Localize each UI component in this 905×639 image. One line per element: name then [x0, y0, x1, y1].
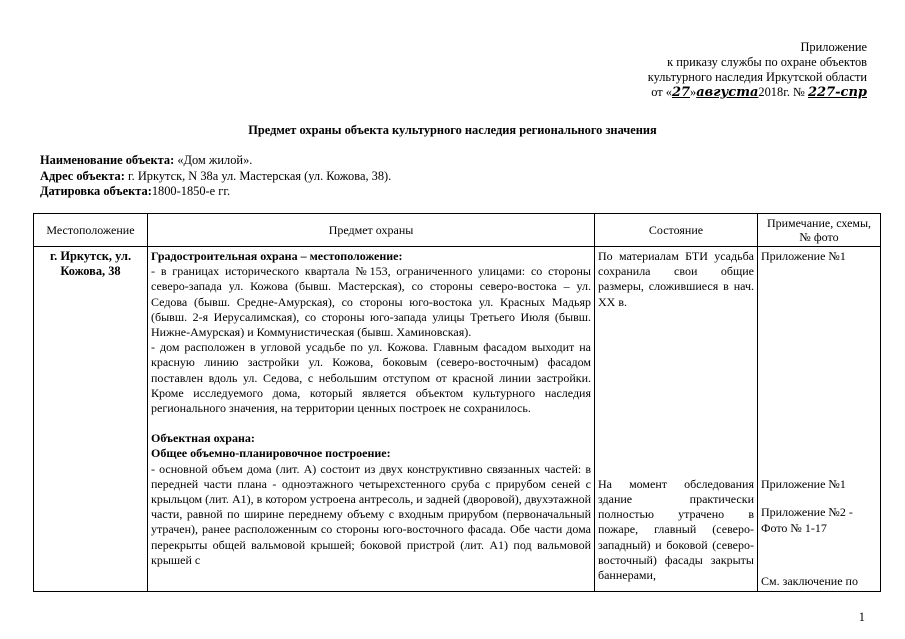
- object-dating-label: Датировка объекта:: [40, 184, 152, 198]
- protection-table: [33, 213, 881, 592]
- document-title: Предмет охраны объекта культурного наследия регионального значения: [248, 123, 657, 137]
- table-header-row: [34, 214, 881, 247]
- object-meta: [40, 153, 391, 200]
- object-address-label: Адрес объекта:: [40, 168, 125, 183]
- order-month: августа: [696, 85, 759, 100]
- state-cell: [595, 247, 758, 592]
- spacer: [761, 492, 877, 505]
- column-header-state: Состояние: [595, 214, 758, 247]
- location-cell: г. Иркутск, ул. Кожова, 38: [34, 247, 148, 592]
- urban-heading: Градостроительная охрана – местоположение:: [151, 249, 403, 263]
- order-number: 227-спр: [808, 85, 867, 100]
- appendix-line-3: культурного наследия Иркутской области: [647, 70, 867, 84]
- note-text-1: Приложение №1: [761, 249, 846, 263]
- urban-paragraph-1: - в границах исторического квартала №153, ограниченного улицами: со стороны северо-запада ул. Кожова (бывш. Мастерская), со стороны северо-востока – ул. Седова (бывш. Средне-Амурская), со стороны юго-востока ул. Красных Мадьяр (бывш. 2-я Иерусалимская), со стороны юго-запада улицы Третьего Июля (бывш. Нижне-Амурская) и Коммунистическая (бывш. Хаминовская).: [151, 264, 591, 340]
- object-name-label: Наименование объекта:: [40, 153, 175, 167]
- appendix-line-2: к приказу службы по охране объектов: [667, 55, 867, 69]
- table-row: [34, 247, 881, 592]
- note-text-2: Приложение №1: [761, 477, 846, 492]
- order-year: 2018г. №: [758, 85, 805, 99]
- object-dating-row: [40, 184, 391, 200]
- note-text-4: См. заключение по: [761, 573, 858, 588]
- spacer: [761, 264, 877, 477]
- order-date-mid: »: [690, 85, 697, 99]
- object-name-value: «Дом жилой».: [174, 153, 253, 167]
- spacer: [598, 310, 754, 477]
- subject-cell: [148, 247, 595, 592]
- column-header-note: Примечание, схемы, № фото: [758, 214, 881, 247]
- object-address-value: г. Иркутск, N 38а ул. Мастерская (ул. Кожова, 38).: [124, 168, 392, 183]
- object-address-row: [40, 169, 391, 185]
- urban-paragraph-2: - дом расположен в угловой усадьбе по ул. Кожова. Главным фасадом выходит на красную линию застройки ул. Кожова, боковым (северо-восточным) фасадом поставлен вдоль ул. Седова, с небольшим отступом от красной линии застройки. Кроме исследуемого дома, который является объектом культурного наследия регионального значения, на территории ценных построек не сохранилось.: [151, 340, 591, 416]
- object-dating-value: 1800-1850-е гг.: [151, 184, 231, 198]
- appendix-header: [648, 40, 867, 100]
- spacer: [151, 416, 591, 431]
- object-paragraph-1: - основной объем дома (лит. А) состоит из двух конструктивно связанных частей: в передней части плана - одноэтажного четырехстенного сруба с прирубом сеней с крыльцом (лит. А1), в котором устроена антресоль, и задней (дворовой), двухэтажной части, равной по ширине переднему объему с входным прирубом (первоначальный утрачен), ранее расположенным со стороны юго-восточного фасада. Обе части дома перекрыты общей вальмовой крышей; боковой пристрой (лит. А1) под вальмовой крышей с: [151, 461, 591, 567]
- note-text-3: Приложение №2 - Фото № 1-17: [761, 505, 853, 535]
- column-header-subject: Предмет охраны: [148, 214, 595, 247]
- state-text-2: На момент обследования здание практически полностью утрачено в пожаре, главный (северо-западный) и боковой (северо-восточный) фасады закрыты баннерами,: [598, 476, 754, 583]
- object-heading: Объектная охрана:: [151, 431, 255, 446]
- appendix-line-1: Приложение: [800, 40, 867, 54]
- appendix-line-4: [648, 85, 867, 100]
- order-date-prefix: от «: [651, 85, 672, 99]
- spacer: [761, 536, 877, 574]
- page-number: 1: [858, 610, 865, 624]
- object-name-row: [40, 153, 391, 169]
- planning-heading: Общее объемно-планировочное построение:: [151, 446, 391, 461]
- note-cell: [758, 247, 881, 592]
- state-text-1: По материалам БТИ усадьба сохранила свои общие размеры, сложившиеся в нач. XX в.: [598, 249, 754, 309]
- column-header-location: Местоположение: [34, 214, 148, 247]
- order-day: 27: [671, 85, 691, 100]
